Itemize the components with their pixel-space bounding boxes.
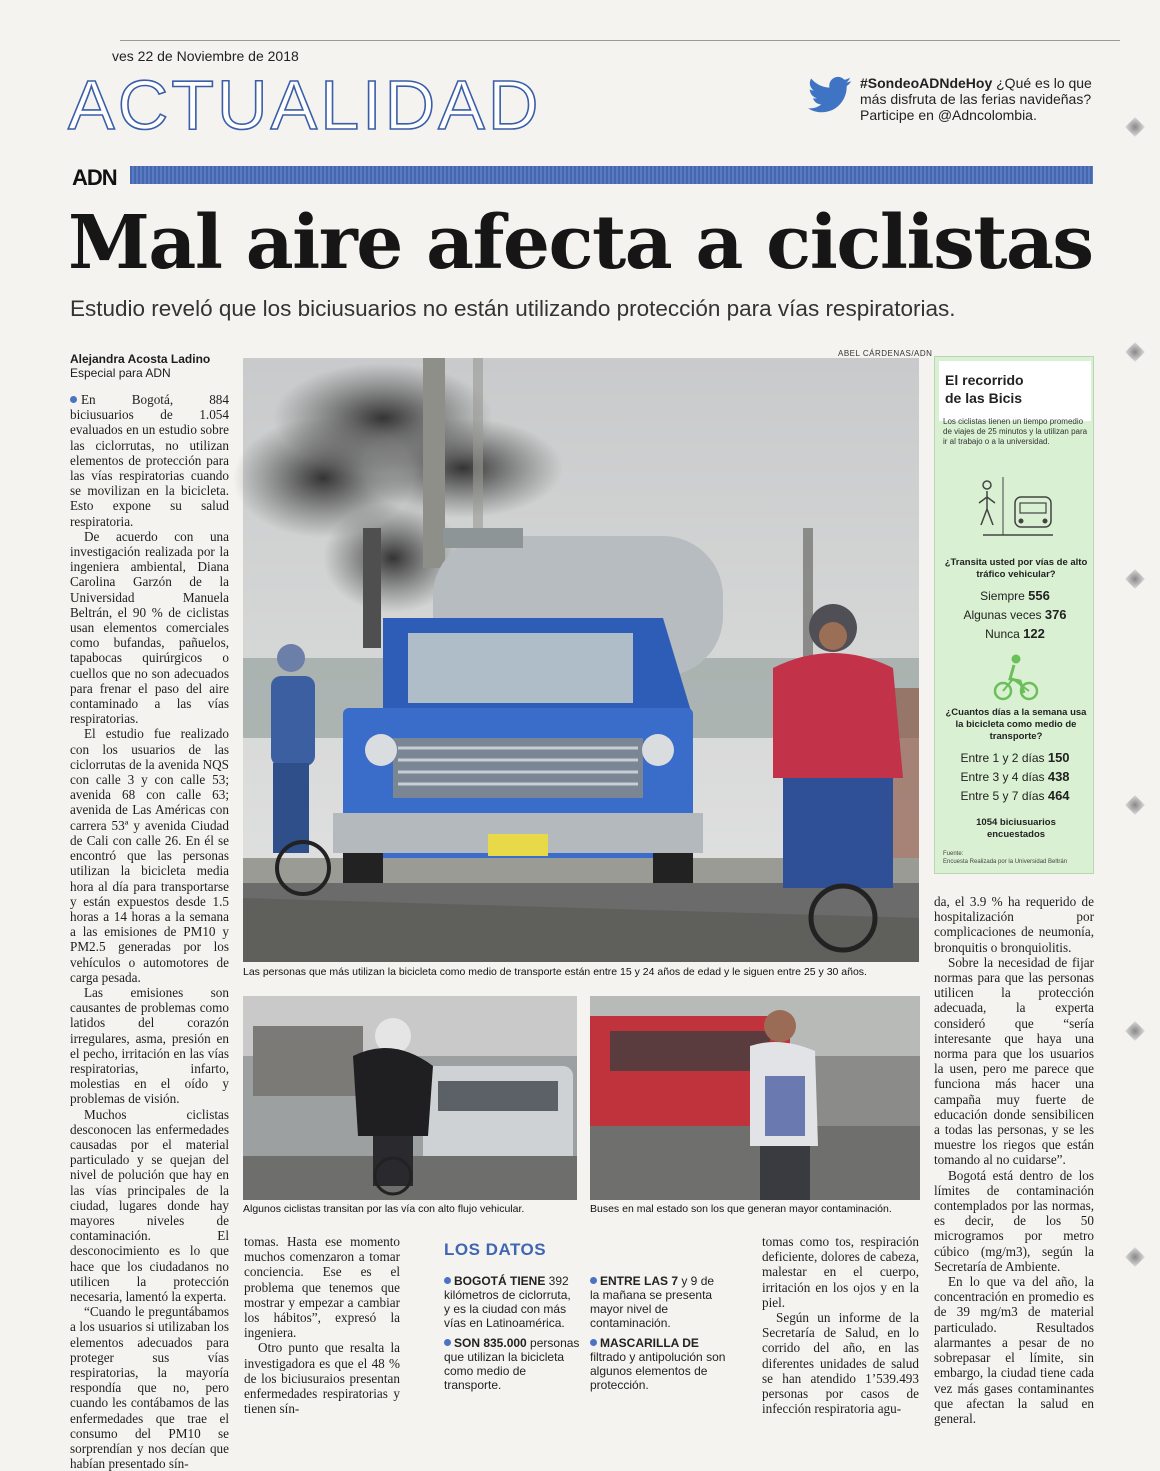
top-rule (120, 40, 1120, 41)
paragraph: Las emisiones son causantes de problemas como latidos del corazón irregulares, asma, presión en el pecho, irritación en las vías respiratorias, infarto, molestias en el oído y problemas de visión. (70, 984, 229, 1107)
cyclist-and-car-icon (973, 473, 1063, 543)
author-name: Alejandra Acosta Ladino (70, 352, 211, 366)
tweet-hashtag: #SondeoADNdeHoy (860, 75, 993, 91)
registration-mark (1125, 569, 1145, 589)
paragraph: da, el 3.9 % ha requerido de hospitalización por complicaciones de neumonía, bronquitis o bronquiolitis. (934, 894, 1094, 955)
paragraph: De acuerdo con una investigación realizada por la ingeniera ambiental, Diana Carolina Garzón de la Universidad Manuela Beltrán, el 90 % de ciclistas usan elementos comerciales como bufandas, pañuelos, tapabocas quirúrgicos o cuellos que no son adecuados para frenar el paso del aire contaminado a las vías respiratorias. (70, 528, 229, 727)
registration-mark (1125, 795, 1145, 815)
paragraph: tomas como tos, respiración deficiente, dolores de cabeza, malestar en el cuerpo, irritación en los ojos y en la piel. (762, 1234, 919, 1310)
cyclist-traffic-caption: Algunos ciclistas transitan por las vía con alto flujo vehicular. (243, 1203, 525, 1215)
cyclist-traffic-photo (243, 996, 577, 1200)
section-title: ACTUALIDAD (68, 66, 542, 144)
survey-answer: Algunas veces 376 (963, 607, 1067, 622)
paragraph: Otro punto que resalta la investigadora es que el 48 % de los biciusuraios presentan enfermedades respiratorias y tienen sín- (244, 1340, 400, 1417)
article-column-1 (70, 392, 229, 1471)
article-column-3 (762, 1234, 919, 1416)
survey-total: 1054 biciusuarios encuestados (976, 817, 1056, 840)
bullet-icon (444, 1277, 451, 1284)
registration-mark (1125, 117, 1145, 137)
issue-date: ves 22 de Noviembre de 2018 (112, 48, 299, 64)
infobox-title: El recorrido de las Bicis (945, 372, 1024, 406)
main-photo-caption: Las personas que más utilizan la bicicleta como medio de transporte están entre 15 y 24 años de edad y le siguen entre 25 y 30 años. (243, 966, 867, 978)
paragraph: Sobre la necesidad de fijar normas para que las personas utilicen la protección adecuada, la experta consideró que “sería interesante que haya una norma para que los usuarios la usen, pero me parece que funciona más hacer una campaña muy fuerte de educación donde sensibilicen a todas las personas, y se les muestre los riegos que están tomando al no cuidarse”. (934, 954, 1094, 1168)
survey-question-2: ¿Cuantos días a la semana usa la bicicleta como medio de transporte? (945, 707, 1087, 742)
bus-photo-caption: Buses en mal estado son los que generan mayor contaminación. (590, 1203, 892, 1215)
byline (70, 352, 210, 380)
lead-dot-icon (70, 396, 77, 403)
bullet-icon (590, 1277, 597, 1284)
brand-logo: ADN (72, 165, 117, 190)
paragraph: Muchos ciclistas desconocen las enfermedades causadas por el material particulado y se quejan del nivel de polución que hay en las vías principales de la ciudad, lugares donde hay mayores niveles de contaminación. El desconocimiento es lo que hace que los ciudadanos no utilicen la protección necesaria, lamentó la experta. (70, 1106, 229, 1304)
paragraph: “Cuando le preguntábamos a los usuarios si utilizaban los elementos adecuados para proteger sus vías respiratorias, la mayoría respondía que no, pero cuando les contábamos de las enfermedades que trae el consumo del PM10 se sorprendían y nos decían que habían presentado sín- (70, 1304, 229, 1471)
survey-answer: Entre 3 y 4 días 438 (960, 769, 1070, 784)
bullet-icon (444, 1339, 451, 1346)
photo-credit: ABEL CÁRDENAS/ADN (838, 349, 933, 358)
survey-answer: Nunca 122 (985, 626, 1045, 641)
brand-bar (130, 166, 1093, 184)
registration-mark (1125, 1247, 1145, 1267)
dato-item: SON 835.000 personas que utilizan la bicicleta como medio de transporte. (444, 1336, 580, 1392)
bullet-icon (590, 1339, 597, 1346)
article-column-4 (934, 894, 1094, 1426)
paragraph: El estudio fue realizado con los usuarios de las ciclorrutas de la avenida NQS con calle 3 y con calle 53; avenida 68 con calle 63; avenida de Las Américas con carrera 53ª y avenida Ciudad de Cali con calle 26. En él se encontró que las personas utilizan la bicicleta media hora al día para transportarse y están expuestos desde 1.5 horas a 14 horas a la semana a las emisiones de PM10 y PM2.5 generadas por los vehículos o automotores de carga pesada. (70, 726, 229, 985)
survey-answer: Siempre 556 (980, 588, 1050, 603)
tweet-cta: Participe en @Adncolombia. (860, 107, 1037, 123)
survey-question-1: ¿Transita usted por vías de alto tráfico vehicular? (944, 557, 1088, 580)
paragraph: Bogotá está dentro de los límites de contaminación contemplados por las normas, es decir, de los 50 microgramos por metro cúbico (mg/m3), según la Secretaría de Ambiente. (934, 1167, 1094, 1274)
dato-item: MASCARILLA DE filtrado y antipolución son algunos elementos de protección. (590, 1336, 726, 1392)
bus-photo (590, 996, 920, 1200)
dato-item: BOGOTÁ TIENE 392 kilómetros de ciclorruta, y es la ciudad con más vías en Latinoamérica. (444, 1274, 571, 1330)
infobox-source: Fuente: Encuesta Realizada por la Universidad Beltrán (943, 851, 1068, 865)
survey-answer: Entre 1 y 2 días 150 (960, 750, 1070, 765)
article-column-2 (244, 1234, 400, 1416)
tweet-prompt (860, 75, 1100, 123)
tweet-question: ¿Qué es lo que más disfruta de las ferias navideñas? (860, 75, 1092, 107)
dato-item: ENTRE LAS 7 y 9 de la mañana se presenta mayor nivel de contaminación. (590, 1274, 715, 1330)
survey-answer: Entre 5 y 7 días 464 (960, 788, 1070, 803)
paragraph: En lo que va del año, la concentración en promedio es de 39 mg/m3 de material particulado. Resultados alarmantes a pesar de no sobrepasar el límite, sin embargo, la ciudad tiene cada vez más gases contaminantes que afectan la salud en general. (934, 1274, 1094, 1426)
headline: Mal aire afecta a ciclistas (68, 200, 1093, 286)
datos-title: LOS DATOS (444, 1240, 547, 1259)
author-role: Especial para ADN (70, 366, 171, 380)
paragraph: Según un informe de la Secretaría de Salud, en lo corrido del año, en las diferentes unidades de salud se han atendido 1’539.493 personas por casos de infección respiratoria agu- (762, 1310, 919, 1417)
main-photo (243, 358, 919, 962)
paragraph: En Bogotá, 884 biciusuarios de 1.054 evaluados en un estudio sobre las ciclorrutas, no utilizan elementos de protección para las vías respiratorias cuando se movilizan en la bicicleta. Esto expone su salud respiratoria. (70, 392, 229, 529)
bicycle-icon (993, 653, 1039, 701)
infobox-description: Los ciclistas tienen un tiempo promedio de viajes de 25 minutos y la utilizan para ir al trabajo o a la universidad. (943, 417, 1088, 446)
twitter-icon (808, 76, 852, 114)
subheadline: Estudio reveló que los biciusuarios no están utilizando protección para vías respiratorias. (70, 296, 956, 321)
registration-mark (1125, 342, 1145, 362)
paragraph: tomas. Hasta ese momento muchos comenzaron a tomar conciencia. Ese es el problema que tenemos que mostrar y empezar a cambiar los hábitos”, expresó la ingeniera. (244, 1234, 400, 1341)
infobox-recorrido (934, 356, 1094, 874)
registration-mark (1125, 1021, 1145, 1041)
